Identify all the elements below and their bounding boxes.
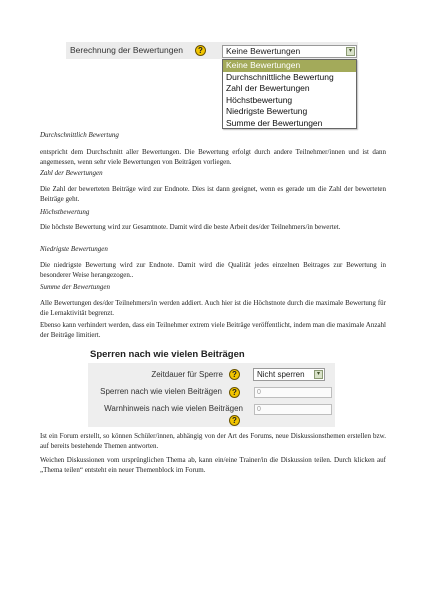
rating-selected-value: Keine Bewertungen [226,46,301,56]
paragraph-forum: Ist ein Forum erstellt, so können Schüler/innen, abhängig von der Art des Forums, neue Diskussionsthemen erstellen bzw. auf bereits bestehende Themen antworten. [40,432,386,450]
rating-option[interactable]: Niedrigste Bewertung [226,106,308,117]
rating-calculation-label: Berechnung der Bewertungen [70,45,183,55]
lock-after-input[interactable]: 0 [254,387,332,398]
section-text-max: Die höchste Bewertung wird zur Gesamtnote. Damit wird die beste Arbeit des/der Teilnehmers/in bewertet. [40,223,341,231]
section-heading-min: Niedrigste Bewertungen [40,245,108,253]
paragraph-limit: Ebenso kann verhindert werden, dass ein Teilnehmer extrem viele Beiträge veröffentlicht, indem man die maximale Anzahl der Beiträge limitiert. [40,321,386,339]
help-icon[interactable]: ? [229,415,240,426]
section-text-count: Die Zahl der bewerteten Beiträge wird zur Endnote. Dies ist dann geeignet, wenn es gerade um die Zahl der bewerteten Beiträge geht. [40,185,386,203]
chevron-down-icon[interactable]: ▾ [346,47,355,56]
rating-option[interactable]: Höchstbewertung [226,94,293,105]
paragraph-split: Weichen Diskussionen vom ursprünglichen Thema ab, kann ein/eine Trainer/in die Diskussion teilen. Durch klicken auf „Thema teilen“ entsteht ein neuer Themenblock im Forum. [40,456,386,474]
section-heading-average: Durchschnittlich Bewertung [40,131,119,139]
section-heading-sum: Summe der Bewertungen [40,283,110,291]
section-text-average: entspricht dem Durchschnitt aller Bewertungen. Die Bewertung erfolgt durch andere Teilnehmer/innen und ist dann angemessen, wenn sehr viele Bewertungen von Beiträgen vorliegen. [40,148,386,166]
lock-section-title: Sperren nach wie vielen Beiträgen [90,349,245,360]
chevron-down-icon[interactable]: ▾ [314,370,323,379]
lock-period-value: Nicht sperren [257,370,305,379]
rating-options-list [222,59,357,129]
help-icon[interactable]: ? [229,387,240,398]
rating-option[interactable]: Durchschnittliche Bewertung [226,71,334,82]
rating-option[interactable]: Summe der Bewertungen [226,117,323,128]
section-heading-max: Höchstbewertung [40,208,90,216]
lock-settings-screenshot [88,341,335,427]
lock-period-label: Zeitdauer für Sperre [151,370,223,379]
lock-period-select[interactable] [253,368,325,381]
rating-option[interactable]: Zahl der Bewertungen [226,83,310,94]
lock-after-label: Sperren nach wie vielen Beiträgen [100,387,222,396]
rating-calculation-screenshot [66,42,358,130]
section-text-sum: Alle Bewertungen des/der Teilnehmers/in werden addiert. Auch hier ist die Höchstnote durch die maximale Bewertung für die Lernaktivität begrenzt. [40,299,386,317]
rating-option[interactable]: Keine Bewertungen [223,60,356,72]
rating-calculation-select[interactable] [222,45,357,58]
warning-after-label: Warnhinweis nach wie vielen Beiträgen [104,404,243,413]
help-icon[interactable]: ? [229,369,240,380]
section-heading-count: Zahl der Bewertungen [40,169,103,177]
lock-settings-panel [88,363,335,427]
section-text-min: Die niedrigste Bewertung wird zur Endnote. Damit wird die Qualität jedes einzelnen Beitrages zur Bewertung in besonderer Weise herangezogen.. [40,261,386,279]
help-icon[interactable]: ? [195,45,206,56]
warning-after-input[interactable]: 0 [254,404,332,415]
